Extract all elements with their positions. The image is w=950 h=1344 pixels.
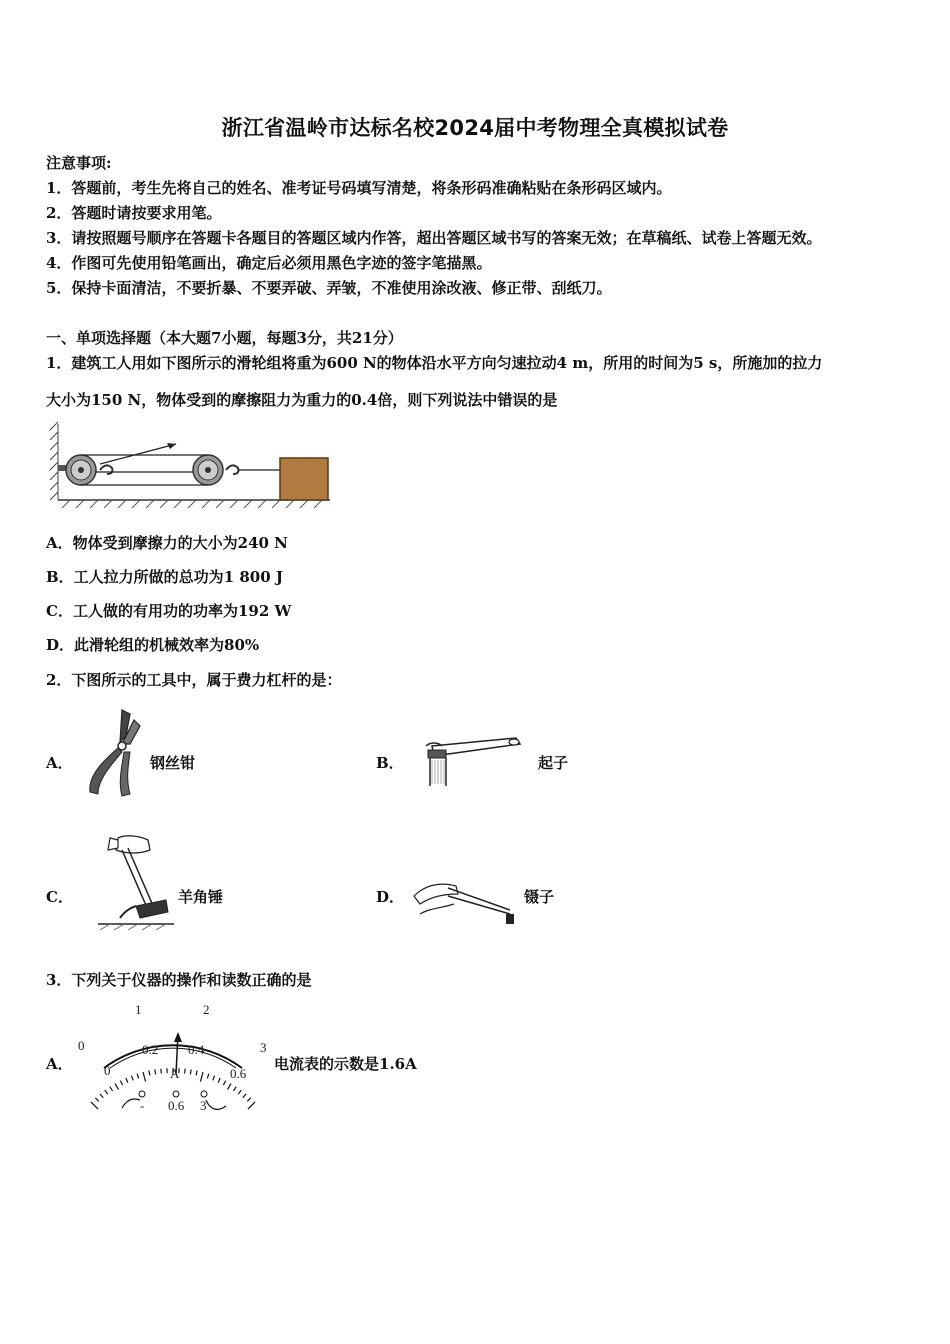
scale-tick bbox=[185, 1069, 186, 1074]
scale-tick bbox=[105, 1090, 108, 1094]
scale-tick bbox=[95, 1098, 98, 1102]
scale-tick bbox=[91, 1102, 98, 1109]
inner-tick-3: 0.6 bbox=[230, 1066, 247, 1081]
scale-tick bbox=[248, 1102, 255, 1109]
q2-option-c-letter: C． bbox=[46, 888, 73, 906]
scale-tick bbox=[233, 1087, 236, 1091]
q1-stem-line2: 大小为150 N，物体受到的摩擦阻力为重力的0.4倍，则下列说法中错误的是 bbox=[46, 391, 558, 409]
section-heading: 一、单项选择题（本大题7小题，每题3分，共21分） bbox=[46, 329, 403, 347]
scale-tick bbox=[110, 1087, 113, 1091]
notice-item: 5．保持卡面清洁，不要折暴、不要弄破、弄皱，不准使用涂改液、修正带、刮纸刀。 bbox=[46, 279, 612, 297]
scale-tick bbox=[143, 1072, 146, 1082]
outer-tick-3: 3 bbox=[260, 1040, 267, 1055]
notice-heading: 注意事项: bbox=[46, 154, 112, 172]
outer-tick-2: 2 bbox=[203, 1002, 210, 1017]
scale-tick bbox=[213, 1076, 215, 1081]
terminal-06: 0.6 bbox=[168, 1098, 185, 1113]
page-title: 浙江省温岭市达标名校2024届中考物理全真模拟试卷 bbox=[221, 116, 729, 140]
scale-tick bbox=[115, 1084, 119, 1090]
terminal-neg: - bbox=[140, 1098, 145, 1113]
unit-label: A bbox=[170, 1066, 180, 1081]
q1-option-d: D．此滑轮组的机械效率为80% bbox=[46, 636, 260, 654]
q3-stem: 3．下列关于仪器的操作和读数正确的是 bbox=[46, 971, 312, 989]
scale-tick bbox=[120, 1081, 122, 1085]
q1-option-b: B．工人拉力所做的总功为1 800 J bbox=[46, 568, 283, 586]
scale-tick bbox=[228, 1084, 232, 1090]
q3-option-a-letter: A． bbox=[46, 1055, 73, 1073]
q2-option-c-label: 羊角锤 bbox=[178, 888, 224, 906]
scale-tick bbox=[238, 1090, 241, 1094]
q3-option-a-text: 电流表的示数是1.6A bbox=[274, 1055, 417, 1073]
scale-tick bbox=[137, 1074, 139, 1079]
pliers-image bbox=[82, 706, 144, 798]
q2-option-b-label: 起子 bbox=[538, 754, 569, 772]
scale-tick bbox=[100, 1094, 103, 1098]
pulley-figure bbox=[48, 422, 333, 510]
scale-tick bbox=[207, 1074, 209, 1079]
outer-tick-1: 1 bbox=[135, 1002, 142, 1017]
q1-stem-line1: 1．建筑工人用如下图所示的滑轮组将重为600 N的物体沿水平方向匀速拉动4 m，所用的时间为5 s，所施加的拉力 bbox=[46, 354, 823, 372]
scale-tick bbox=[190, 1069, 191, 1074]
bottle-opener-image bbox=[424, 736, 524, 788]
q1-option-c: C．工人做的有用功的功率为192 W bbox=[46, 602, 292, 620]
scale-tick bbox=[161, 1069, 162, 1074]
claw-hammer-image bbox=[96, 832, 176, 932]
notice-item: 2．答题时请按要求用笔。 bbox=[46, 204, 222, 222]
inner-tick-2: 0.4 bbox=[188, 1042, 205, 1057]
scale-tick bbox=[200, 1072, 203, 1082]
q2-option-b-letter: B． bbox=[376, 754, 404, 772]
inner-tick-1: 0.2 bbox=[142, 1042, 159, 1057]
q2-option-a-label: 钢丝钳 bbox=[150, 754, 196, 772]
terminal-3: 3 bbox=[200, 1098, 207, 1113]
notice-item: 1．答题前，考生先将自己的姓名、准考证号码填写清楚，将条形码准确粘贴在条形码区域内。 bbox=[46, 179, 672, 197]
notice-item: 3．请按照题号顺序在答题卡各题目的答题区域内作答，超出答题区域书写的答案无效；在草稿纸、试卷上答题无效。 bbox=[46, 229, 822, 247]
q2-option-d-label: 镊子 bbox=[524, 888, 555, 906]
q1-option-a: A．物体受到摩擦力的大小为240 N bbox=[46, 534, 288, 552]
scale-tick bbox=[196, 1071, 197, 1076]
scale-tick bbox=[243, 1094, 246, 1098]
q2-option-d-letter: D． bbox=[376, 888, 405, 906]
scale-tick bbox=[131, 1076, 133, 1081]
scale-tick bbox=[223, 1081, 225, 1085]
scale-tick bbox=[247, 1098, 250, 1102]
ammeter-image bbox=[72, 1000, 272, 1118]
scale-tick bbox=[126, 1078, 128, 1083]
notice-item: 4．作图可先使用铅笔画出，确定后必须用黑色字迹的签字笔描黑。 bbox=[46, 254, 492, 272]
tweezers-image bbox=[412, 874, 522, 930]
q2-option-a-letter: A． bbox=[46, 754, 73, 772]
q2-stem: 2．下图所示的工具中，属于费力杠杆的是： bbox=[46, 671, 342, 689]
scale-tick bbox=[218, 1078, 220, 1083]
scale-tick bbox=[155, 1069, 156, 1074]
inner-tick-0: 0 bbox=[104, 1063, 111, 1078]
outer-tick-0: 0 bbox=[78, 1038, 85, 1053]
scale-tick bbox=[149, 1071, 150, 1076]
